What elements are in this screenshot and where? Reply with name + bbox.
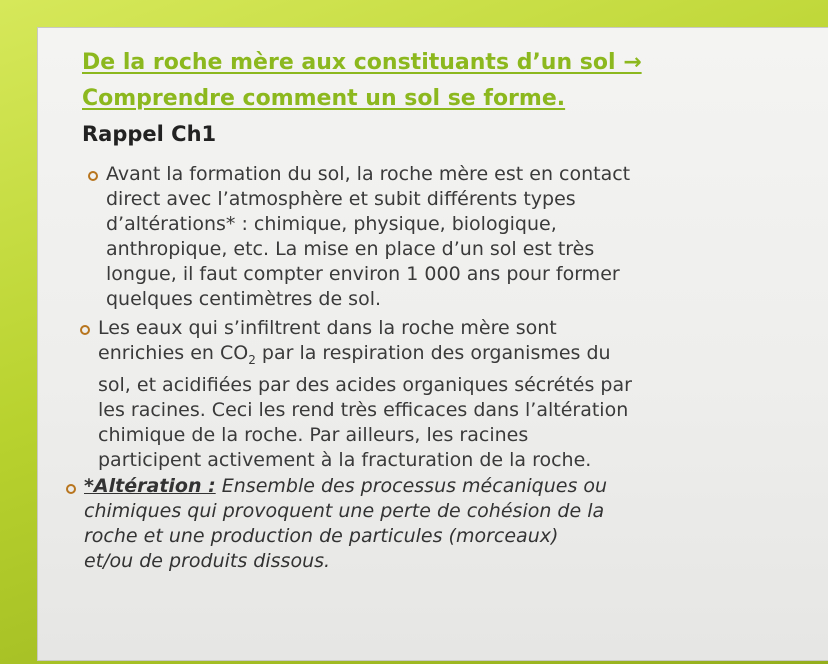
definition-line: et/ou de produits dissous. bbox=[84, 550, 331, 572]
slide-card bbox=[38, 28, 828, 660]
definition-line bbox=[84, 474, 607, 499]
paragraph-line: Les eaux qui s’infiltrent dans la roche mère sont bbox=[98, 317, 557, 339]
paragraph-line: anthropique, etc. La mise en place d’un sol est très bbox=[106, 238, 595, 260]
subtitle: Rappel Ch1 bbox=[82, 122, 217, 146]
paragraph-line: participent activement à la fracturation de la roche. bbox=[98, 448, 592, 471]
paragraph-line bbox=[98, 341, 632, 373]
bullet-circle-icon bbox=[66, 484, 76, 494]
paragraph-line: sol, et acidifiées par des acides organiques sécrétés par bbox=[98, 373, 632, 396]
paragraph-formation bbox=[106, 162, 630, 312]
definition-line: roche et une production de particules (morceaux) bbox=[84, 525, 559, 547]
paragraph-line: Avant la formation du sol, la roche mère est en contact bbox=[106, 163, 631, 185]
definition-line: chimiques qui provoquent une perte de cohésion de la bbox=[84, 500, 605, 522]
title-line-1: De la roche mère aux constituants d’un sol → bbox=[82, 50, 642, 75]
paragraph-line: quelques centimètres de sol. bbox=[106, 288, 382, 310]
paragraph-eaux bbox=[98, 316, 632, 473]
co2-text-after: par la respiration des organismes du bbox=[255, 342, 611, 364]
co2-subscript: 2 bbox=[248, 352, 256, 367]
definition-alteration bbox=[84, 474, 607, 574]
definition-term: *Altération : bbox=[84, 475, 216, 497]
definition-text: Ensemble des processus mécaniques ou bbox=[215, 475, 608, 497]
co2-text: enrichies en CO bbox=[98, 342, 249, 364]
bullet-circle-icon bbox=[80, 325, 90, 335]
title-line-2: Comprendre comment un sol se forme. bbox=[82, 86, 566, 111]
paragraph-line: direct avec l’atmosphère et subit différents types bbox=[106, 188, 576, 210]
paragraph-line: chimique de la roche. Par ailleurs, les racines bbox=[98, 423, 529, 446]
bullet-circle-icon bbox=[88, 171, 98, 181]
paragraph-line: les racines. Ceci les rend très efficaces dans l’altération bbox=[98, 398, 629, 421]
paragraph-line: longue, il faut compter environ 1 000 ans pour former bbox=[106, 263, 620, 285]
paragraph-line: d’altérations* : chimique, physique, biologique, bbox=[106, 213, 557, 235]
